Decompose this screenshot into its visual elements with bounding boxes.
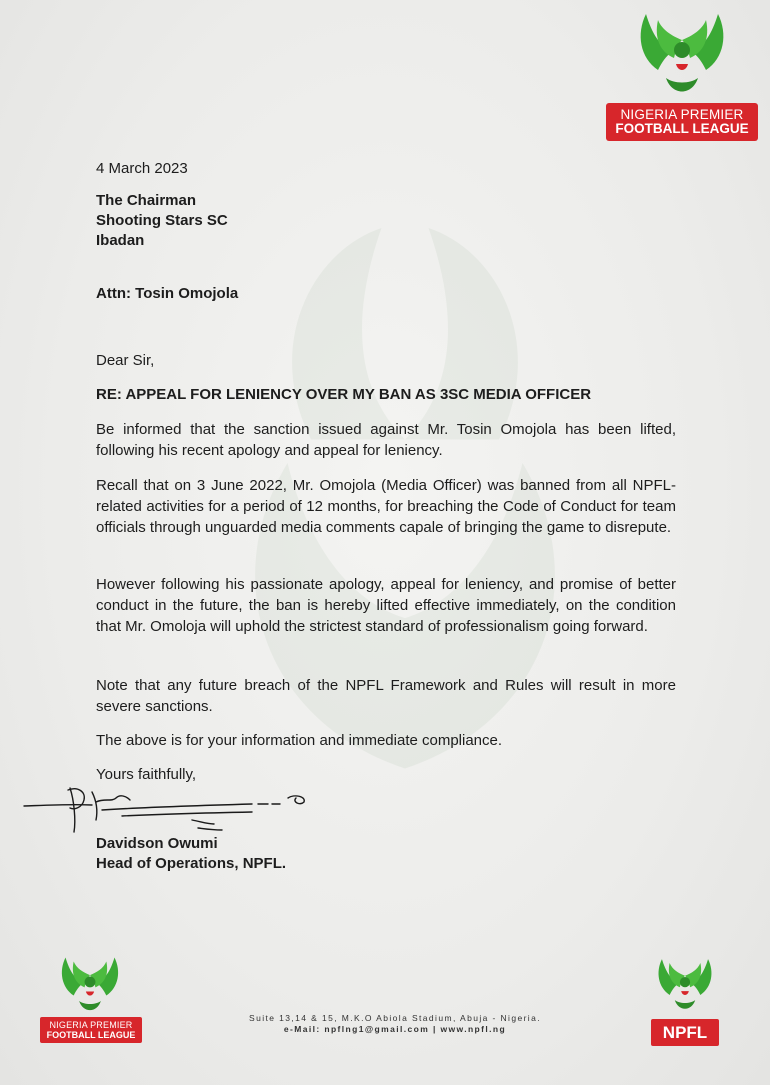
recipient-line: Ibadan [96, 232, 145, 249]
brand-line-2: FOOTBALL LEAGUE [615, 121, 749, 136]
recipient-line: Shooting Stars SC [96, 212, 228, 229]
subject-line: RE: APPEAL FOR LENIENCY OVER MY BAN AS 3SC MEDIA OFFICER [96, 386, 592, 403]
body-paragraph: Recall that on 3 June 2022, Mr. Omojola (Media Officer) was banned from all NPFL-related activities for a period of 12 months, for breaching the Code of Conduct for team officials through unguarded media comments capale of bringing the game to disrepute. [96, 477, 676, 536]
signer-block [96, 834, 676, 874]
npfl-logo-footer-right [649, 953, 721, 1047]
eagle-logo-icon [653, 953, 717, 1019]
salutation: Dear Sir, [96, 352, 155, 369]
attention-line: Attn: Tosin Omojola [96, 285, 239, 302]
brand-line-2: FOOTBALL LEAGUE [46, 1030, 136, 1040]
body-paragraph: Note that any future breach of the NPFL Framework and Rules will result in more severe sanctions. [96, 677, 676, 715]
signer-title: Head of Operations, NPFL. [96, 855, 287, 872]
eagle-logo-icon [632, 6, 732, 106]
npfl-logo-header [606, 6, 758, 138]
brand-line-1: NIGERIA PREMIER [620, 107, 744, 122]
footer-contact [200, 1013, 590, 1035]
handwritten-signature [22, 780, 322, 840]
body-paragraph: The above is for your information and immediate compliance. [96, 732, 503, 749]
brand-wordmark [40, 1017, 142, 1043]
body-paragraph: However following his passionate apology, appeal for leniency, and promise of better conduct in the future, the ban is hereby lifted effective immediately, on the condition that Mr. Omoloja will uphold the strictest standard of professionalism going forward. [96, 576, 676, 635]
brand-line-1: NIGERIA PREMIER [49, 1020, 133, 1030]
eagle-logo-icon [56, 952, 124, 1020]
npfl-short-wordmark: NPFL [651, 1019, 719, 1046]
body-paragraph: Be informed that the sanction issued against Mr. Tosin Omojola has been lifted, following his recent apology and appeal for leniency. [96, 421, 676, 459]
signer-name: Davidson Owumi [96, 835, 218, 852]
recipient-address [96, 191, 676, 251]
footer-email-web: e-Mail: npflng1@gmail.com | www.npfl.ng [283, 1024, 507, 1034]
letter-date: 4 March 2023 [96, 160, 188, 177]
recipient-line: The Chairman [96, 192, 197, 209]
brand-wordmark [606, 103, 758, 141]
footer-address: Suite 13,14 & 15, M.K.O Abiola Stadium, Abuja - Nigeria. [249, 1013, 541, 1023]
npfl-logo-footer-left [40, 952, 142, 1044]
closing-line: Yours faithfully, [96, 766, 197, 783]
